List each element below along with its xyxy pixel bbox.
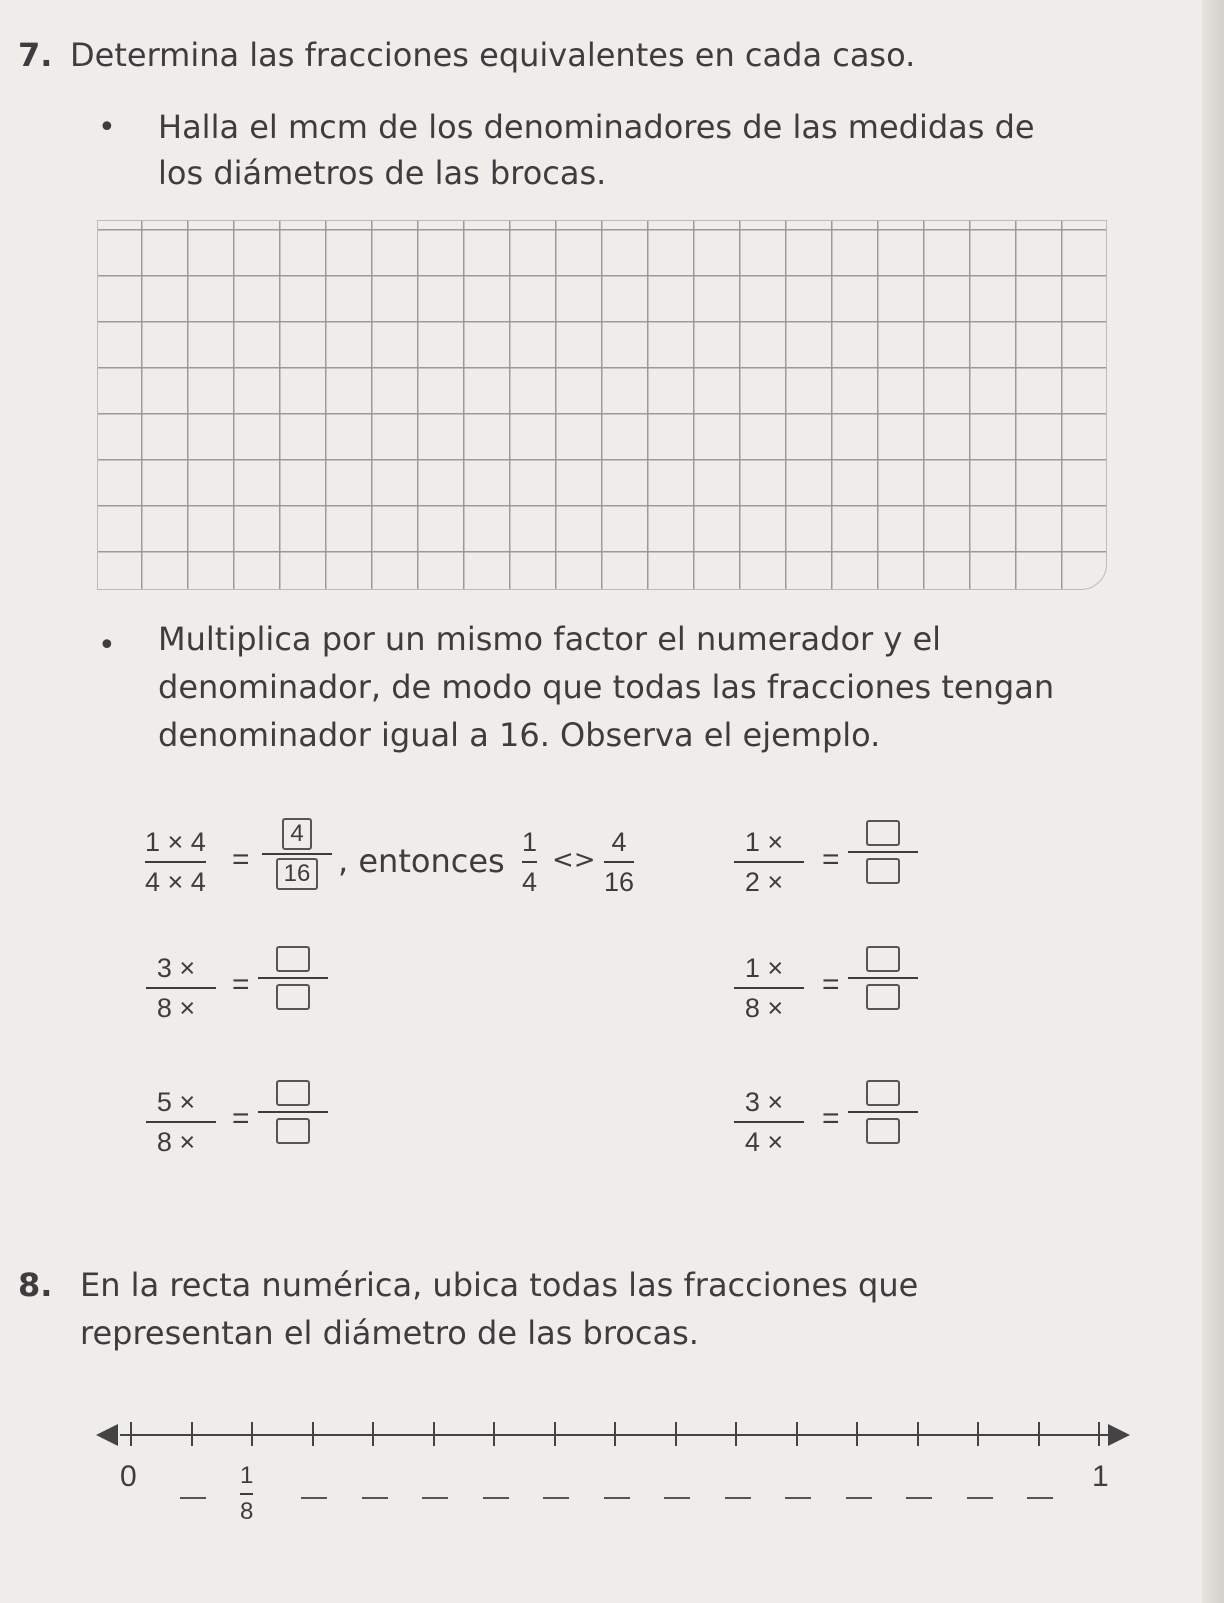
exercise-fraction (146, 1086, 206, 1158)
exercise-fraction (146, 952, 206, 1024)
answer-blank[interactable] (604, 1497, 630, 1499)
answer-box-denominator[interactable] (866, 984, 900, 1010)
answer-box-denominator[interactable] (276, 1118, 310, 1144)
question-7-title: Determina las fracciones equivalentes en cada caso. (70, 36, 916, 74)
number-line-tick (312, 1422, 314, 1446)
answer-blank[interactable] (422, 1497, 448, 1499)
number-line-tick (675, 1422, 677, 1446)
answer-box-numerator[interactable] (866, 946, 900, 972)
answer-box-numerator[interactable] (276, 946, 310, 972)
bullet-1-line-1: Halla el mcm de los denominadores de las medidas de (158, 108, 1035, 146)
answer-blank[interactable] (906, 1497, 932, 1499)
question-8-number: 8. (18, 1266, 53, 1304)
number-line-tick (433, 1422, 435, 1446)
number-line-tick (1038, 1422, 1040, 1446)
denominator: 4 (522, 867, 538, 897)
question-7-number: 7. (18, 36, 53, 74)
bullet-1-line-2: los diámetros de las brocas. (158, 154, 607, 192)
denominator: 8 × (156, 1127, 196, 1157)
answer-box-numerator[interactable] (866, 820, 900, 846)
answer-blank[interactable] (301, 1497, 327, 1499)
answer-blank[interactable] (785, 1497, 811, 1499)
denominator: 8 (240, 1498, 254, 1525)
arrow-left-icon (96, 1424, 118, 1446)
denominator: 2 × (744, 867, 784, 897)
denominator: 8 × (156, 993, 196, 1023)
page-edge (1202, 0, 1224, 1603)
answer-fraction (848, 944, 918, 1012)
number-line-tick (251, 1422, 253, 1446)
numerator: 1 (522, 827, 538, 857)
example-result-fraction (262, 818, 332, 890)
answer-blank[interactable] (725, 1497, 751, 1499)
answer-fraction (258, 944, 328, 1012)
number-line-tick (917, 1422, 919, 1446)
equals-sign: = (232, 968, 250, 1001)
answer-blank[interactable] (180, 1497, 206, 1499)
denominator: 4 × (744, 1127, 784, 1157)
number-line-end-label: 1 (1092, 1460, 1109, 1493)
number-line-tick (493, 1422, 495, 1446)
number-line-start-label: 0 (120, 1460, 137, 1493)
answer-box-denominator[interactable] (276, 984, 310, 1010)
bullet-dot: • (98, 110, 116, 145)
answer-box-denominator[interactable] (866, 858, 900, 884)
number-line-tick (1098, 1422, 1100, 1446)
fraction-one-fourth (522, 826, 537, 898)
answer-blank[interactable] (543, 1497, 569, 1499)
answer-box-numerator: 4 (282, 818, 311, 850)
exercise-fraction (734, 826, 794, 898)
bullet-dot: • (98, 628, 116, 663)
bullet-2-line-2: denominador, de modo que todas las fracciones tengan (158, 668, 1055, 706)
bullet-2-line-1: Multiplica por un mismo factor el numerador y el (158, 620, 942, 658)
answer-box-denominator[interactable] (866, 1118, 900, 1144)
numerator: 1 × (744, 953, 784, 983)
question-8-line-1: En la recta numérica, ubica todas las fracciones que (80, 1266, 919, 1304)
answer-blank[interactable] (362, 1497, 388, 1499)
bullet-2-line-3: denominador igual a 16. Observa el ejemplo. (158, 716, 881, 754)
answer-blank[interactable] (967, 1497, 993, 1499)
denominator: 16 (604, 867, 635, 897)
example-denominator: 4 × 4 (145, 867, 206, 897)
exercise-fraction (734, 1086, 794, 1158)
arrow-right-icon (1108, 1424, 1130, 1446)
number-line-tick (614, 1422, 616, 1446)
number-line-tick (372, 1422, 374, 1446)
number-line-tick (856, 1422, 858, 1446)
exercise-fraction (734, 952, 794, 1024)
equals-sign: = (822, 968, 840, 1001)
comparison-symbol: <> (552, 845, 596, 875)
number-line-tick (554, 1422, 556, 1446)
answer-fraction (848, 1078, 918, 1146)
entonces-text: , entonces (338, 842, 505, 880)
number-line-tick (130, 1422, 132, 1446)
answer-blank[interactable] (1027, 1497, 1053, 1499)
answer-box-numerator[interactable] (276, 1080, 310, 1106)
question-8-line-2: representan el diámetro de las brocas. (80, 1314, 699, 1352)
denominator: 8 × (744, 993, 784, 1023)
number-line-tick (191, 1422, 193, 1446)
equals-sign: = (232, 1102, 250, 1135)
answer-fraction (848, 818, 918, 886)
answer-blank[interactable] (664, 1497, 690, 1499)
answer-box-numerator[interactable] (866, 1080, 900, 1106)
answer-blank[interactable] (483, 1497, 509, 1499)
number-line-tick (796, 1422, 798, 1446)
numerator: 3 × (744, 1087, 784, 1117)
answer-box-denominator: 16 (276, 858, 319, 890)
fraction-four-sixteenths (604, 826, 634, 898)
number-line-tick (735, 1422, 737, 1446)
numerator: 1 (240, 1462, 254, 1489)
equals-sign: = (822, 1102, 840, 1135)
example-fraction (145, 826, 206, 898)
numerator: 5 × (156, 1087, 196, 1117)
number-line-fraction-one-eighth (240, 1462, 253, 1526)
numerator: 4 (611, 827, 627, 857)
answer-blank[interactable] (846, 1497, 872, 1499)
number-line-tick (977, 1422, 979, 1446)
work-grid[interactable] (97, 220, 1107, 590)
equals-sign: = (232, 843, 250, 876)
example-numerator: 1 × 4 (145, 827, 206, 857)
equals-sign: = (822, 843, 840, 876)
numerator: 3 × (156, 953, 196, 983)
answer-fraction (258, 1078, 328, 1146)
numerator: 1 × (744, 827, 784, 857)
